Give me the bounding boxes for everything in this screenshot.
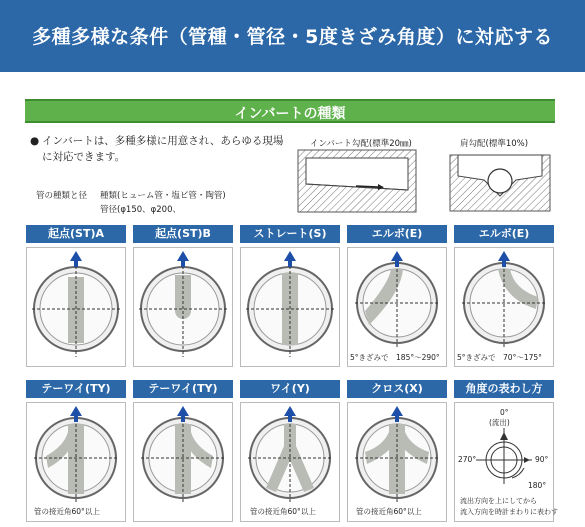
row1-label-3: エルボ(E) — [347, 225, 447, 243]
invert-y-illustration — [240, 402, 340, 522]
angle-top: 0° — [500, 408, 509, 417]
section-bar — [25, 99, 555, 123]
invert-ty-2-illustration — [133, 402, 233, 522]
angle-note-1: 流出方向を上にしてから — [460, 497, 537, 505]
invert-elbow-2-illustration — [454, 247, 554, 367]
angle-outflow: (流出) — [489, 418, 510, 427]
angle-note-2: 流入方向を時計まわりに表わす — [460, 508, 558, 516]
flow-arrow-icon — [391, 406, 403, 416]
spec-label: 管の種類と径 — [36, 191, 88, 201]
angle-bottom: 180° — [528, 481, 547, 490]
row2-label-3: クロス(X) — [347, 380, 447, 398]
elbow-2-caption: 5°きざみで 70°～175° — [457, 353, 542, 362]
spec-diameters: 管径(φ150、φ200、 — [100, 205, 181, 215]
page-title: 多種多様な条件（管種・管径・5度きざみ角度）に対応する — [32, 26, 553, 48]
flow-arrow-icon — [70, 251, 82, 261]
shoulder-slope-label: 肩勾配(標準10%) — [460, 139, 529, 149]
angle-right: 90° — [535, 455, 549, 464]
row2-label-2: ワイ(Y) — [240, 380, 340, 398]
invert-slope-label: インバート勾配(標準20㎜) — [310, 139, 412, 149]
invert-elbow-1-illustration — [347, 247, 447, 367]
row2-label-1: テーワイ(TY) — [133, 380, 233, 398]
invert-cross-illustration — [347, 402, 447, 522]
invert-slope-diagram — [298, 150, 418, 215]
flow-arrow-icon — [284, 406, 296, 416]
invert-st-b-illustration — [133, 247, 233, 367]
y-caption: 管の接近角60°以上 — [250, 507, 316, 516]
angle-left: 270° — [458, 455, 477, 464]
ty-1-caption: 管の接近角60°以上 — [34, 507, 100, 516]
row2-label-4: 角度の表わし方 — [454, 380, 554, 398]
flow-arrow-icon — [391, 251, 403, 261]
section-title: インバートの種類 — [234, 106, 346, 122]
flow-arrow-icon — [177, 406, 189, 416]
invert-straight-illustration — [240, 247, 340, 367]
invert-ty-1-illustration — [26, 402, 126, 522]
elbow-1-caption: 5°きざみで 185°～290° — [350, 353, 440, 362]
bullet-icon: ● — [30, 135, 40, 147]
outflow-arrow-icon — [500, 432, 508, 440]
row2-label-0: テーワイ(TY) — [26, 380, 126, 398]
cross-caption: 管の接近角60°以上 — [356, 507, 422, 516]
row1-label-2: ストレート(S) — [240, 225, 340, 243]
row1-label-0: 起点(ST)A — [26, 225, 126, 243]
shoulder-slope-diagram — [450, 150, 555, 215]
flow-arrow-icon — [284, 251, 296, 261]
flow-arrow-icon — [177, 251, 189, 261]
intro-text: インバートは、多種多様に用意され、あらゆる現場に対応できます。 — [42, 135, 284, 163]
row1-label-1: 起点(ST)B — [133, 225, 233, 243]
row1-label-4: エルボ(E) — [454, 225, 554, 243]
flow-arrow-icon — [498, 251, 510, 261]
inflow-arrow-icon — [524, 457, 530, 463]
flow-arrow-icon — [70, 406, 82, 416]
spec-types: 種類(ヒューム管・塩ビ管・陶管) — [100, 191, 226, 201]
invert-st-a-illustration — [26, 247, 126, 367]
